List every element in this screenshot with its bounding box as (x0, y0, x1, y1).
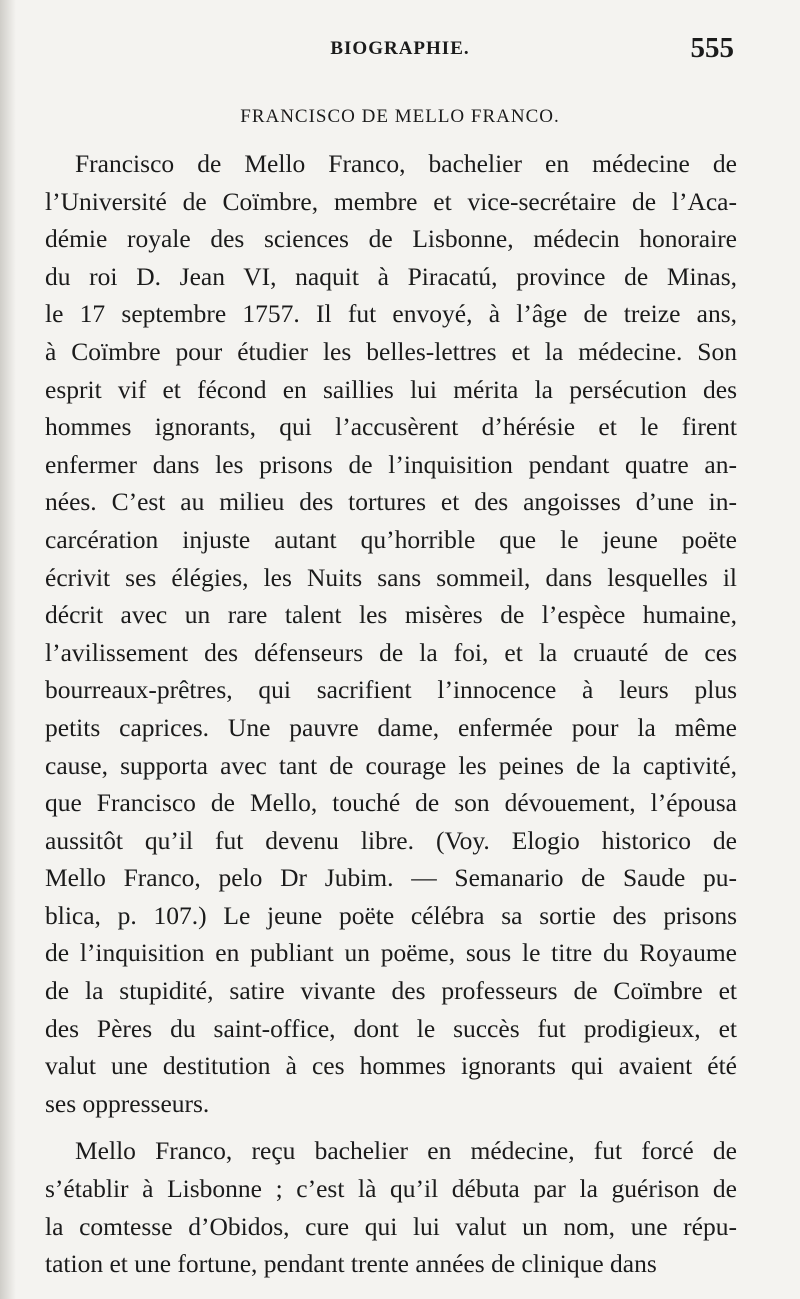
text-line: Mello Franco, pelo Dr Jubim. — Semanario de Saude pu- (45, 863, 737, 893)
paragraph-gap (45, 1122, 737, 1132)
text-line: démie royale des sciences de Lisbonne, médecin honoraire (45, 224, 737, 254)
text-line: de l’inquisition en publiant un poëme, sous le titre du Royaume (45, 938, 737, 968)
text-line: du roi D. Jean VI, naquit à Piracatú, province de Minas, (45, 261, 737, 291)
spine-shadow (0, 0, 16, 1299)
text-line: bourreaux-prêtres, qui sacrifient l’innocence à leurs plus (45, 675, 737, 705)
text-line: blica, p. 107.) Le jeune poëte célébra sa sortie des prisons (45, 900, 737, 930)
text-line: l’Université de Coïmbre, membre et vice-secrétaire de l’Aca- (45, 186, 737, 216)
text-line: enfermer dans les prisons de l’inquisition pendant quatre an- (45, 449, 737, 479)
text-line: cause, supporta avec tant de courage les peines de la captivité, (45, 750, 737, 780)
text-line: de la stupidité, satire vivante des professeurs de Coïmbre et (45, 976, 737, 1006)
text-line: petits caprices. Une pauvre dame, enfermée pour la même (45, 712, 737, 742)
text-line: à Coïmbre pour étudier les belles-lettres et la médecine. Son (45, 336, 737, 366)
paragraph (45, 1132, 737, 1282)
text-line: le 17 septembre 1757. Il fut envoyé, à l’âge de treize ans, (45, 299, 737, 329)
text-line: des Pères du saint-office, dont le succès fut prodigieux, et (45, 1013, 737, 1043)
text-line: Mello Franco, reçu bachelier en médecine, fut forcé de (75, 1136, 737, 1166)
text-line: esprit vif et fécond en saillies lui mérita la persécution des (45, 374, 737, 404)
text-line: décrit avec un rare talent les misères de l’espèce humaine, (45, 600, 737, 630)
text-line: s’établir à Lisbonne ; c’est là qu’il débuta par la guérison de (45, 1174, 737, 1204)
page-number: 555 (690, 32, 734, 64)
text-line: nées. C’est au milieu des tortures et des angoisses d’une in- (45, 487, 737, 517)
text-line: l’avilissement des défenseurs de la foi, et la cruauté de ces (45, 637, 737, 667)
text-line: que Francisco de Mello, touché de son dévouement, l’épousa (45, 788, 737, 818)
section-title: FRANCISCO DE MELLO FRANCO. (240, 106, 560, 127)
running-head (0, 32, 800, 70)
text-line: valut une destitution à ces hommes ignorants qui avaient été (45, 1051, 737, 1081)
running-title: BIOGRAPHIE. (330, 38, 470, 59)
body-text (45, 145, 737, 1283)
text-line: la comtesse d’Obidos, cure qui lui valut un nom, une répu- (45, 1211, 737, 1241)
text-line: écrivit ses élégies, les Nuits sans sommeil, dans lesquelles il (45, 562, 737, 592)
paragraph (45, 145, 737, 1122)
text-line: aussitôt qu’il fut devenu libre. (Voy. Elogio historico de (45, 825, 737, 855)
text-line: hommes ignorants, qui l’accusèrent d’hérésie et le firent (45, 412, 737, 442)
text-line: carcération injuste autant qu’horrible que le jeune poëte (45, 524, 737, 554)
text-line: ses oppresseurs. (45, 1088, 210, 1118)
text-line: tation et une fortune, pendant trente années de clinique dans (45, 1249, 657, 1279)
text-line: Francisco de Mello Franco, bachelier en médecine de (75, 149, 737, 178)
